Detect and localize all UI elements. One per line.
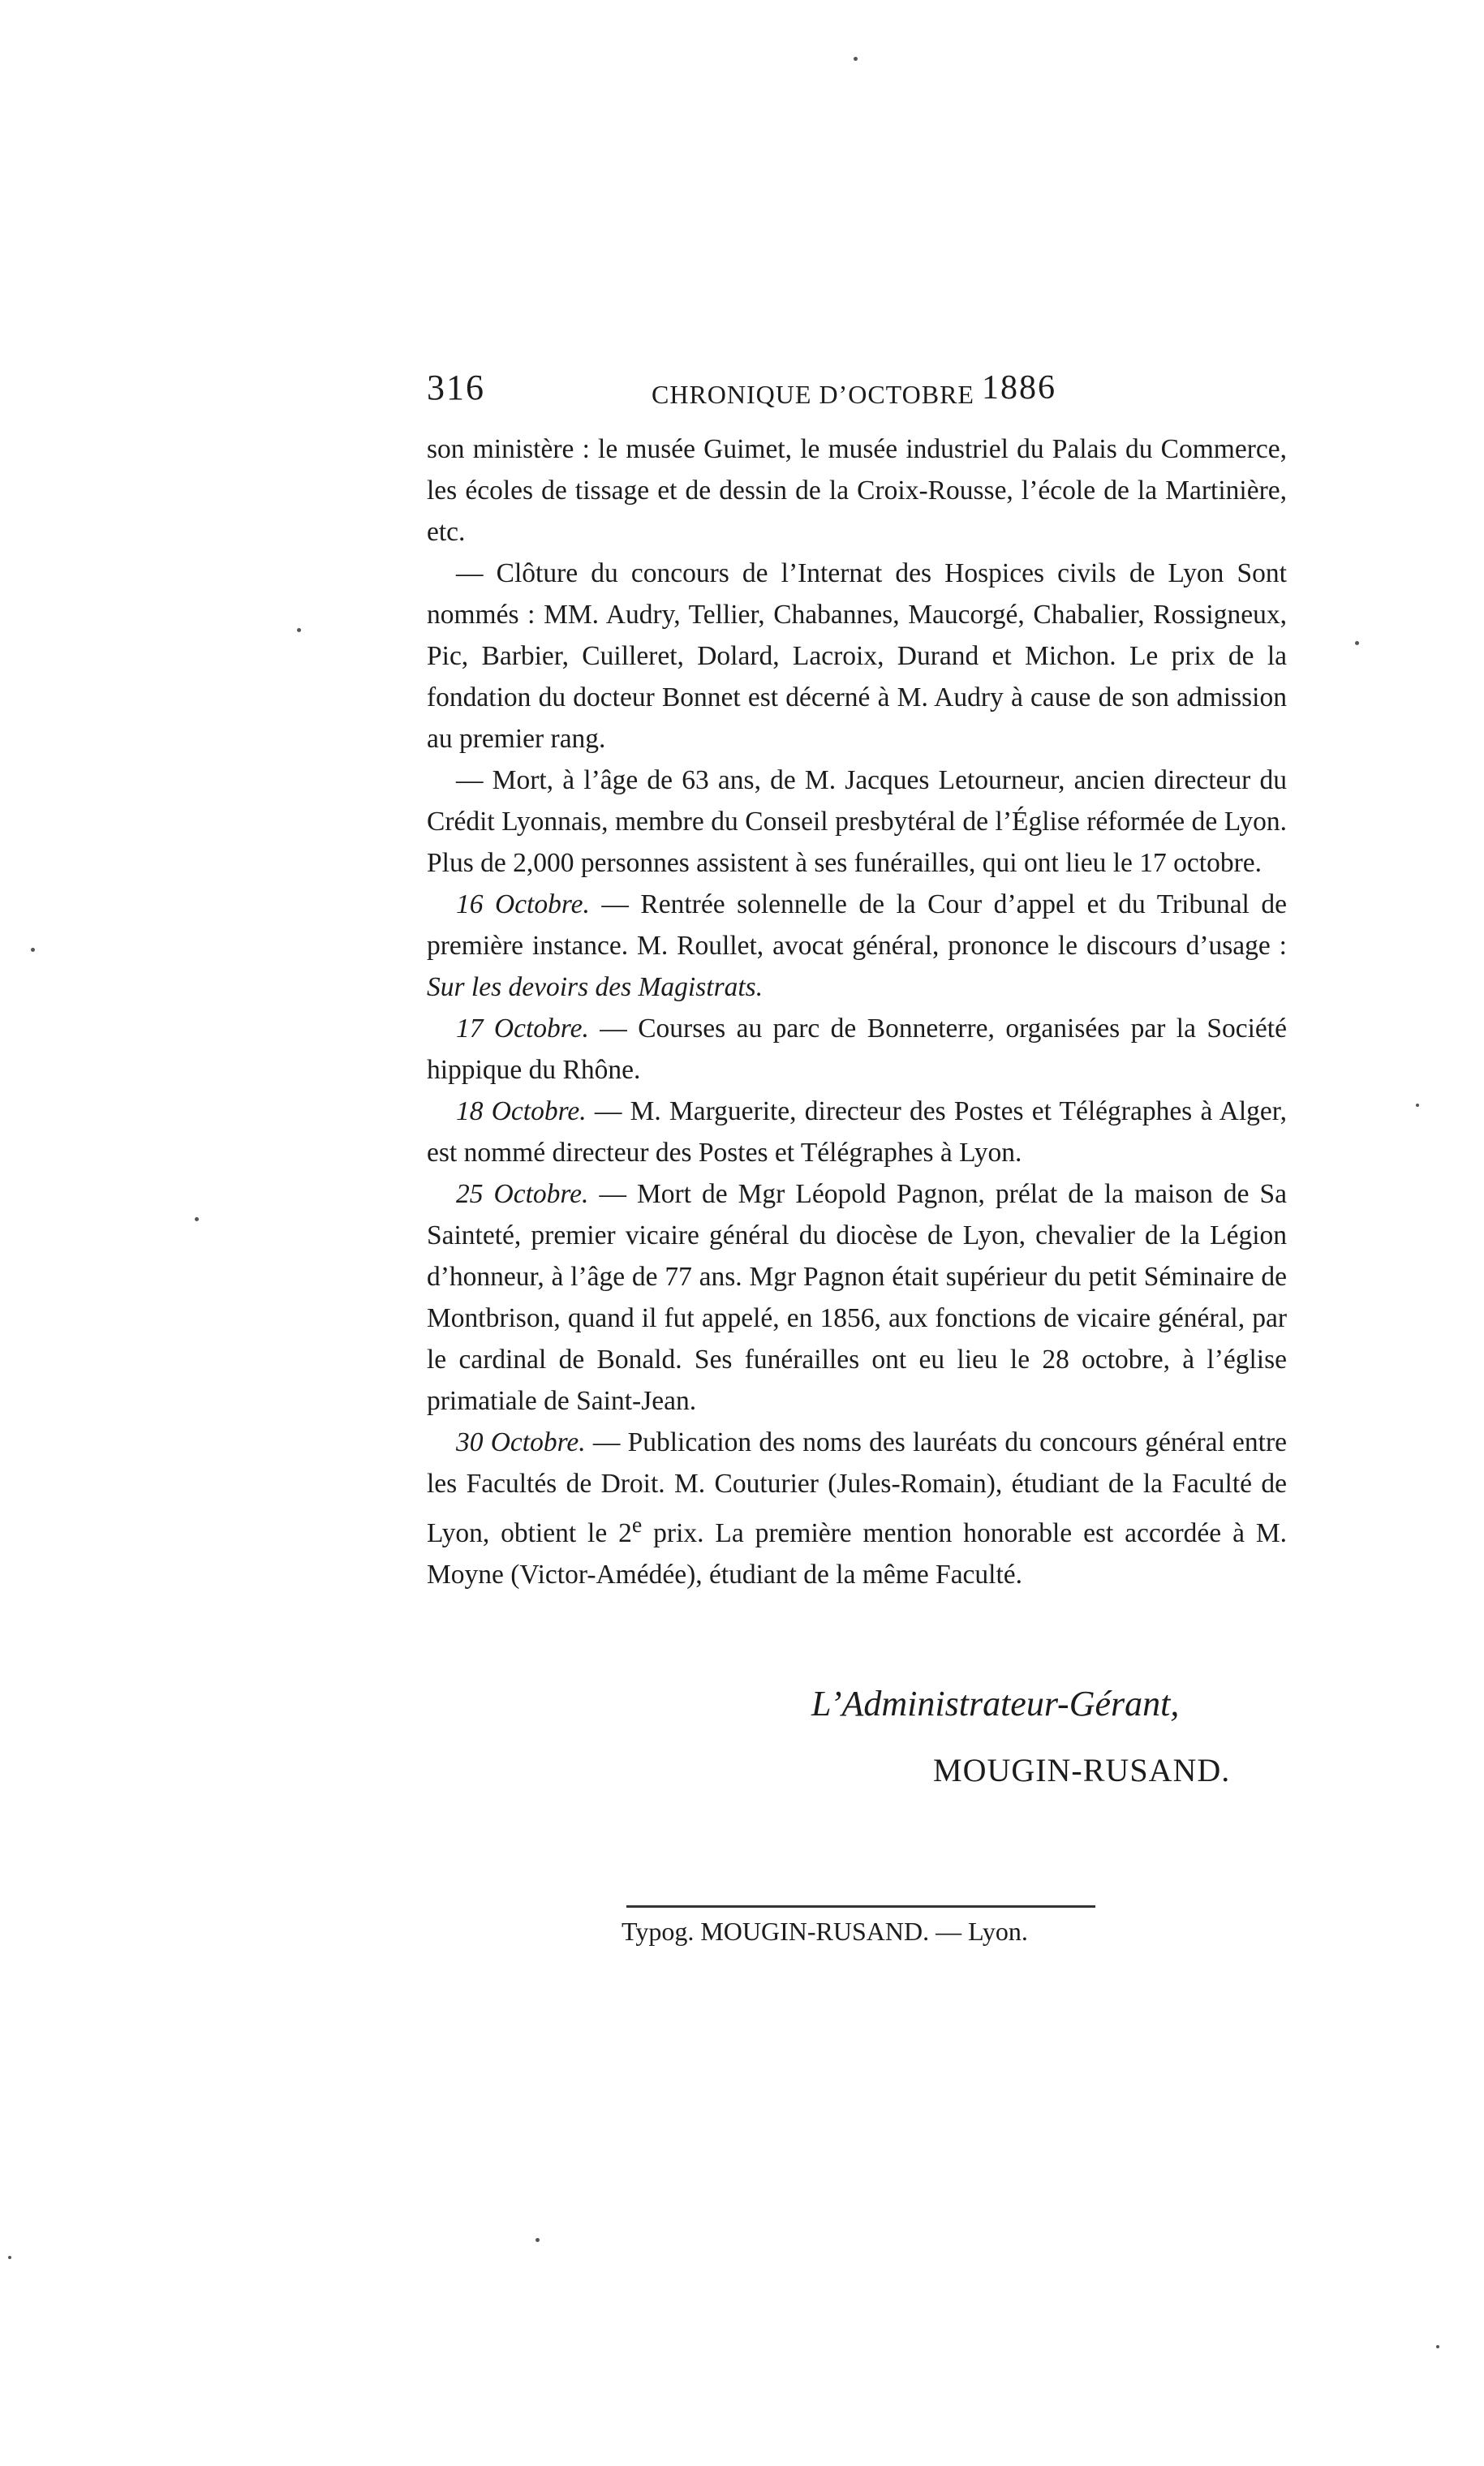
scan-speck (1416, 1104, 1419, 1107)
paragraph-text-after: prix. La première mention honorable est accordée à M. Moyne (Victor-Amédée), étudiant de la même Faculté. (427, 1518, 1287, 1590)
entry-date: 30 Octobre. (456, 1427, 586, 1457)
paragraph-text: — Mort de Mgr Léopold Pagnon, prélat de la maison de Sa Sainteté, premier vicaire général du diocèse de Lyon, chevalier de la Légion d’honneur, à l’âge de 77 ans. Mgr Pagnon était supérieur du petit Séminaire de Montbrison, quand il fut appelé, en 1856, aux fonctions de vicaire général, par le cardinal de Bonald. Ses funérailles ont eu lieu le 28 octobre, à l’église primatiale de Saint-Jean. (427, 1179, 1287, 1416)
paragraph-text: — M. Marguerite, directeur des Postes et Télégraphes à Alger, est nommé directeur des Postes et Télégraphes à Lyon. (427, 1096, 1287, 1168)
imprint-rule (626, 1905, 1095, 1908)
running-title-year: 1886 (981, 369, 1056, 407)
paragraph-text: son ministère : le musée Guimet, le musée industriel du Palais du Commerce, les écoles de tissage et de dessin de la Croix-Rousse, l’école de la Martinière, etc. (427, 434, 1287, 547)
entry-date: 25 Octobre. (456, 1179, 589, 1209)
paragraph-letourneur (427, 760, 1287, 884)
ordinal-superscript: e (631, 1513, 643, 1538)
scan-speck (536, 2238, 540, 2242)
paragraph-text: — Courses au parc de Bonneterre, organisées par la Société hippique du Rhône. (427, 1014, 1287, 1085)
paragraph-17-octobre (427, 1008, 1287, 1091)
paragraph-text: — Publication des noms des lauréats du concours général entre les Facultés de Droit. M. Couturier (Jules-Romain), étudiant de la Faculté de Lyon, obtient le 2 (427, 1427, 1287, 1549)
paragraph-25-octobre (427, 1173, 1287, 1422)
running-header (427, 367, 1238, 419)
scan-speck (854, 57, 858, 61)
page-number: 316 (427, 368, 485, 407)
printer-imprint: Typog. MOUGIN-RUSAND. — Lyon. (622, 1917, 1028, 1946)
running-title-text: CHRONIQUE D’OCTOBRE (652, 380, 974, 409)
scan-speck (297, 628, 301, 632)
paragraph-text: — Mort, à l’âge de 63 ans, de M. Jacques Letourneur, ancien directeur du Crédit Lyonnais, membre du Conseil presbytéral de l’Église réformée de Lyon. Plus de 2,000 personnes assistent à ses funérailles, qui ont lieu le 17 octobre. (427, 765, 1287, 878)
paragraph-18-octobre (427, 1091, 1287, 1173)
paragraph-30-octobre (427, 1422, 1287, 1595)
running-title (652, 369, 1056, 412)
scan-speck (195, 1217, 199, 1221)
scan-speck (31, 948, 35, 952)
entry-date: 17 Octobre. (456, 1014, 589, 1044)
paragraph-continuation (427, 428, 1287, 553)
paragraph-text: — Clôture du concours de l’Internat des Hospices civils de Lyon Sont nommés : MM. Audry, Tellier, Chabannes, Maucorgé, Chabalier, Rossigneux, Pic, Barbier, Cuilleret, Dolard, Lacroix, Durand et Michon. Le prix de la fondation du docteur Bonnet est décerné à M. Audry à cause de son admission au premier rang. (427, 558, 1287, 754)
signature-title: L’Administrateur-Gérant, (811, 1684, 1180, 1724)
signature-name: MOUGIN-RUSAND. (933, 1752, 1231, 1788)
paragraph-emphasis: Sur les devoirs des Magistrats. (427, 972, 764, 1002)
entry-date: 16 Octobre. (456, 889, 590, 919)
entry-date: 18 Octobre. (456, 1096, 587, 1126)
paragraph-16-octobre (427, 884, 1287, 1008)
paragraph-internat (427, 553, 1287, 760)
scan-speck (1355, 641, 1359, 645)
scan-speck (8, 2256, 11, 2259)
scan-speck (1436, 2345, 1439, 2348)
chronicle-body (427, 428, 1287, 1595)
paragraph-text: — Rentrée solennelle de la Cour d’appel et du Tribunal de première instance. M. Roullet, avocat général, prononce le discours d’usage : (427, 889, 1287, 961)
